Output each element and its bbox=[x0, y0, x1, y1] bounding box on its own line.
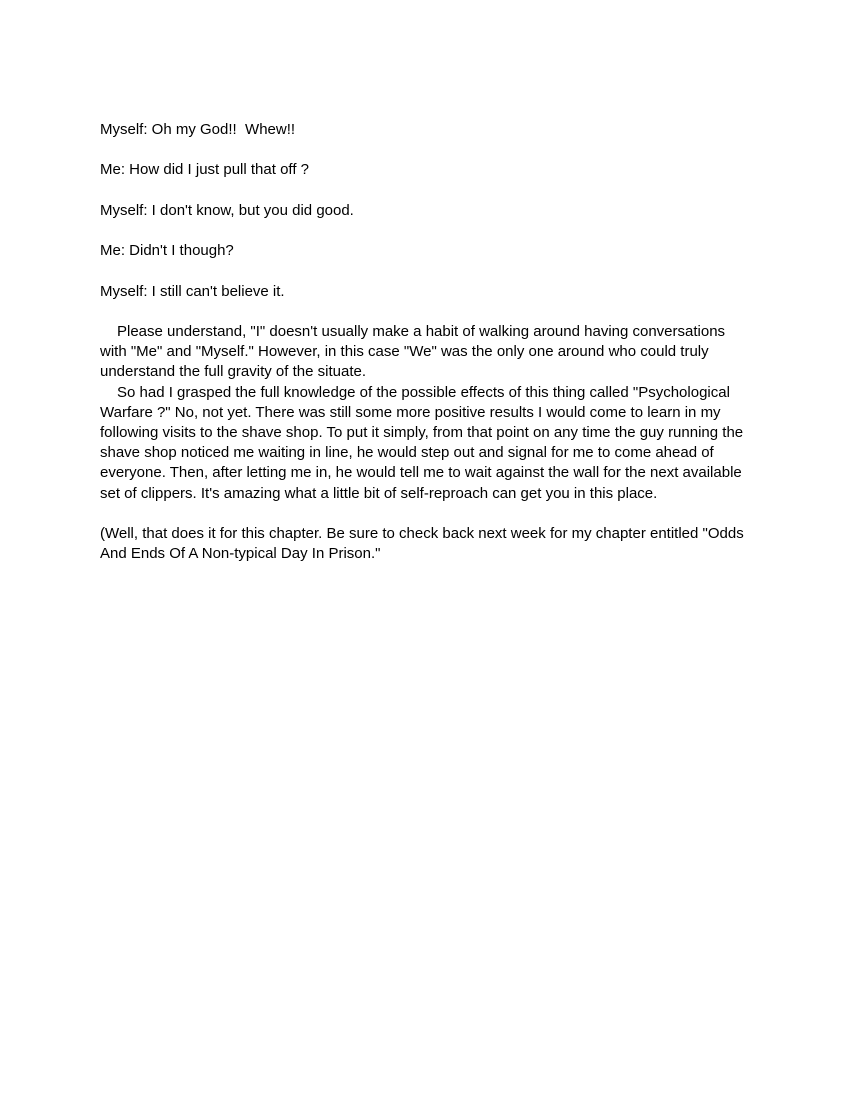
body-paragraph: So had I grasped the full knowledge of the possible effects of this thing called "Psychological Warfare ?" No, not yet. There was still some more positive results I would come to learn in my following visits to the shave shop. To put it simply, from that point on any time the guy running the shave shop noticed me waiting in line, he would step out and signal for me to come ahead of everyone. Then, after letting me in, he would tell me to wait against the wall for the next available set of clippers. It's amazing what a little bit of self-reproach can get you in this place. bbox=[100, 383, 744, 502]
dialogue-line: Myself: I don't know, but you did good. bbox=[100, 201, 354, 219]
spacer bbox=[100, 221, 755, 241]
closing-note: (Well, that does it for this chapter. Be sure to check back next week for my chapter entitled "Odds And Ends Of A Non-typical Day In Prison." bbox=[100, 524, 744, 563]
spacer bbox=[100, 504, 755, 524]
dialogue-line: Me: Didn't I though? bbox=[100, 242, 234, 260]
body-paragraph: Please understand, "I" doesn't usually make a habit of walking around having conversations with "Me" and "Myself." However, in this case "We" was the only one around who could truly understand the full gravity of the situate. bbox=[100, 322, 726, 381]
spacer bbox=[100, 302, 755, 322]
dialogue-line: Myself: I still can't believe it. bbox=[100, 282, 285, 300]
spacer bbox=[100, 261, 755, 281]
spacer bbox=[100, 140, 755, 160]
document-body bbox=[100, 120, 755, 564]
dialogue-line: Myself: Oh my God!! Whew!! bbox=[100, 121, 296, 138]
dialogue-line: Me: How did I just pull that off ? bbox=[100, 161, 309, 179]
spacer bbox=[100, 181, 755, 201]
